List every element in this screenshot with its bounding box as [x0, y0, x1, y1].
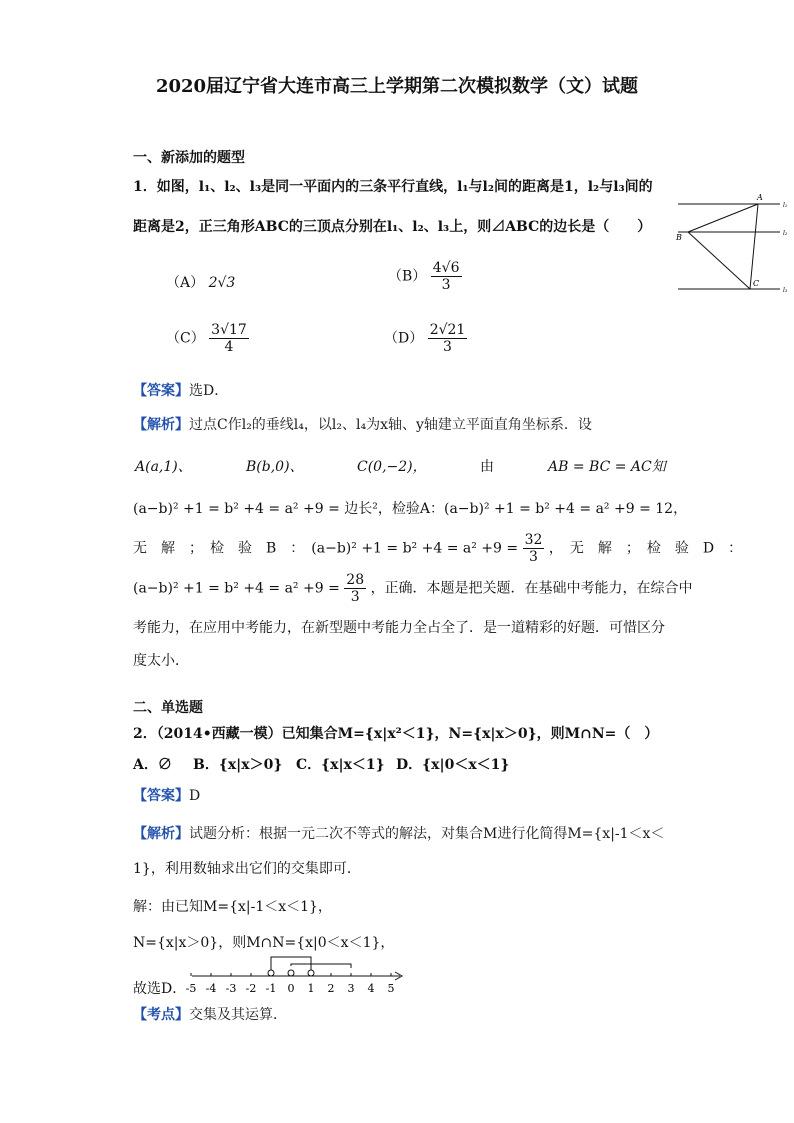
q1-option-a-label: （A）: [166, 275, 205, 291]
page-title: 2020届辽宁省大连市高三上学期第二次模拟数学（文）试题: [155, 76, 639, 97]
axis-tick-label: 3: [347, 982, 355, 995]
label-a: A: [757, 193, 763, 202]
axis-tick-label: -3: [225, 982, 237, 995]
q1-line5-den: 3: [350, 589, 360, 605]
label-b: B: [676, 233, 682, 242]
q1-option-d-label: （D）: [384, 330, 424, 347]
q2-option-a: A．∅: [133, 757, 172, 773]
set-m-bracket: [291, 964, 351, 968]
q1-option-c-den: 4: [224, 339, 234, 355]
q1-option-d-den: 3: [443, 339, 452, 355]
q2-answer: [133, 785, 200, 805]
label-l1: l₁: [783, 202, 788, 209]
number-line: [186, 954, 408, 996]
q1-answer-tag: 【答案】: [133, 383, 189, 399]
q1-option-b-num: 4√6: [432, 260, 460, 276]
axis-tick-label: -2: [245, 982, 257, 995]
q1-analysis-line4: [133, 532, 742, 565]
q1-option-c-label: （C）: [166, 330, 205, 347]
q1-option-b-label: （B）: [388, 268, 427, 285]
q1-line4-den: 3: [529, 549, 538, 565]
q2-analysis-tag: 【解析】: [133, 826, 189, 842]
q1-analysis-line1: [133, 414, 592, 434]
side-ab: [688, 204, 758, 232]
axis-tick-label: -5: [186, 982, 197, 995]
q1-analysis-text1: 过点C作l₂的垂线l₄，以l₂、l₄为x轴、y轴建立平面直角坐标系．设: [189, 417, 592, 433]
q1-analysis-tag: 【解析】: [133, 417, 189, 433]
q2-answer-tag: 【答案】: [133, 788, 189, 804]
side-ac: [750, 204, 758, 289]
q1-coord-b: B(b,0)、: [246, 459, 304, 475]
q1-line4-b: ， 无 解 ； 检 验 D ：: [548, 540, 743, 557]
q2-option-b: B．{x|x＞0}: [193, 757, 283, 773]
q1-analysis-line3: (a−b)² +1 = b² +4 = a² +9 = 边长²，检验A：(a−b)² +1 = b² +4 = a² +9 = 12，: [133, 501, 688, 517]
q1-line4-num: 32: [524, 532, 543, 548]
q1-figure: [676, 192, 794, 294]
section-heading-1: 一、新添加的题型: [133, 150, 245, 166]
q1-option-b-den: 3: [441, 277, 451, 293]
side-bc: [688, 232, 750, 289]
q2-kaodian: [133, 1004, 287, 1024]
q2-solution-line2: N={x|x＞0}，则M∩N={x|0＜x＜1}，: [133, 935, 395, 951]
q1-line5-b: ，正确．本题是把关题．在基础中考能力，在综合中: [370, 580, 693, 597]
q1-coord-you: 由: [480, 459, 494, 475]
q2-stem: 2．（2014•西藏一模）已知集合M={x|x²＜1}，N={x|x＞0}，则M∩N=（ ）: [133, 726, 659, 742]
q1-option-d-num: 2√21: [429, 322, 466, 338]
q2-kaodian-text: 交集及其运算．: [189, 1007, 287, 1023]
q1-line4-a: 无 解 ； 检 验 B ： (a−b)² +1 = b² +4 = a² +9 =: [133, 540, 519, 557]
q1-number: 1．: [133, 179, 157, 195]
label-l3: l₃: [783, 287, 788, 294]
q1-coord-a: A(a,1)、: [135, 459, 192, 475]
q1-answer: [133, 380, 228, 400]
label-l2: l₂: [783, 230, 788, 237]
q1-analysis-line6: 考能力，在应用中考能力，在新型题中考能力全占全了．是一道精彩的好题．可惜区分: [133, 620, 665, 636]
q1-analysis-line5: [133, 572, 693, 605]
q1-stem-text1: 如图，l₁、l₂、l₃是同一平面内的三条平行直线，l₁与l₂间的距离是1，l₂与l₃间的: [156, 179, 653, 195]
axis-tick-label: 2: [327, 982, 335, 995]
q1-option-a-value: 2√3: [208, 275, 236, 291]
q1-analysis-line7: 度太小．: [133, 653, 189, 669]
q1-option-a: [166, 272, 235, 292]
axis-tick-label: 0: [287, 982, 295, 995]
q1-line5-num: 28: [346, 572, 365, 588]
q2-answer-text: D: [189, 788, 201, 804]
axis-tick-label: -4: [205, 982, 217, 995]
axis-tick-label: 1: [307, 982, 315, 995]
q1-stem-line1: [133, 176, 653, 196]
q1-option-c-num: 3√17: [211, 322, 247, 338]
q1-coord-c: C(0,−2)，: [357, 459, 427, 475]
q2-solution-line1: 解：由已知M={x|-1＜x＜1}，: [133, 899, 332, 915]
q2-option-c: C．{x|x＜1}: [296, 757, 385, 773]
axis-tick-label: 4: [367, 982, 375, 995]
q1-option-c: [166, 322, 249, 355]
q2-kaodian-tag: 【考点】: [133, 1007, 189, 1023]
axis-tick-label: -1: [265, 982, 277, 995]
label-c: C: [753, 279, 760, 288]
q2-analysis-line1: [133, 823, 664, 843]
open-point-neg1: [268, 970, 274, 976]
q2-option-d: D．{x|0＜x＜1}: [396, 757, 510, 773]
q1-coord-eq: AB = BC = AC知: [548, 459, 666, 475]
q2-analysis-text1: 试题分析：根据一元二次不等式的解法，对集合M进行化简得M={x|-1＜x＜: [189, 826, 665, 842]
q1-stem-line2: 距离是2，正三角形ABC的三顶点分别在l₁、l₂、l₃上，则⊿ABC的边长是（ ）: [133, 219, 652, 235]
q2-analysis-line2: 1}，利用数轴求出它们的交集即可．: [133, 861, 361, 877]
q1-answer-text: 选D．: [189, 383, 229, 399]
q2-solution-line3: 故选D．: [133, 981, 187, 997]
q1-option-d: [384, 322, 467, 355]
q1-line5-a: (a−b)² +1 = b² +4 = a² +9 =: [133, 580, 340, 597]
section-heading-2: 二、单选题: [133, 700, 203, 716]
open-point-1: [308, 970, 314, 976]
open-point-0: [288, 970, 294, 976]
q1-option-b: [388, 260, 462, 293]
axis-tick-label: 5: [387, 982, 395, 995]
